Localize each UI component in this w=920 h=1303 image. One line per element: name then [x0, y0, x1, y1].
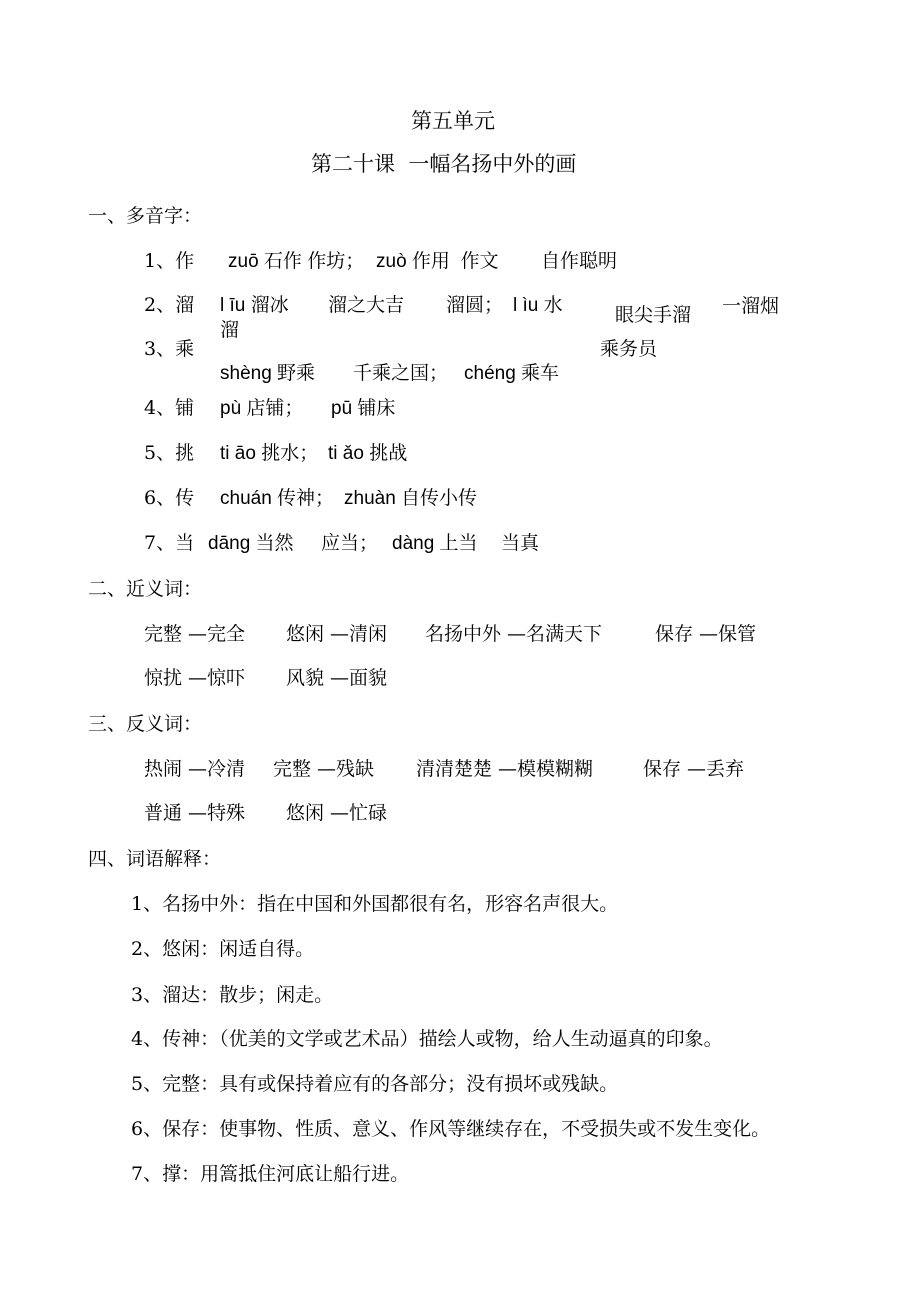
poly-row-3-d: chéng 乘车 [464, 363, 560, 384]
poly-row-5-num: 5、挑 [144, 442, 195, 464]
poly-row-7-b: 应当； [321, 532, 379, 554]
poly-row-3-a: 乘务员 [600, 338, 658, 360]
poly-row-7-a: dāng 当然 [208, 533, 294, 554]
synonym-pair: 保存 —保管 [655, 623, 757, 645]
poly-row-3-num: 3、乘 [144, 338, 195, 360]
poly-row-2-e: 眼尖手溜 [615, 304, 692, 326]
synonym-pair: 悠闲 —清闲 [286, 623, 388, 645]
poly-row-1-num: 1、作 [144, 250, 195, 272]
poly-row-6-num: 6、传 [144, 487, 195, 509]
poly-row-2-a: l īu 溜冰 [220, 295, 289, 316]
definition-item: 6、保存：使事物、性质、意义、作风等继续存在，不受损失或不发生变化。 [131, 1118, 771, 1140]
polyphonic-heading: 一、多音字： [88, 205, 203, 227]
poly-row-4-num: 4、铺 [144, 397, 195, 419]
definition-item: 7、撑：用篙抵住河底让船行进。 [131, 1163, 410, 1185]
poly-row-4-b: pū 铺床 [331, 398, 396, 419]
definition-item: 4、传神：（优美的文学或艺术品）描绘人或物，给人生动逼真的印象。 [131, 1028, 723, 1050]
poly-row-3-c: 千乘之国； [353, 362, 449, 384]
antonyms-heading: 三、反义词： [88, 713, 203, 735]
poly-row-2-b: 溜之大吉 [328, 294, 405, 316]
poly-row-2-num: 2、溜 [144, 294, 195, 316]
antonym-pair: 保存 —丢弃 [643, 758, 745, 780]
definitions-heading: 四、词语解释： [88, 848, 222, 870]
antonym-pair: 完整 —残缺 [273, 758, 375, 780]
poly-row-7-c: dàng 上当 [392, 533, 478, 554]
synonyms-heading: 二、近义词： [88, 578, 203, 600]
poly-row-1-a: zuō 石作 作坊； [228, 251, 365, 272]
poly-row-2-f: 一溜烟 [722, 295, 780, 317]
definition-item: 1、名扬中外：指在中国和外国都很有名，形容名声很大。 [131, 893, 619, 915]
synonym-pair: 完整 —完全 [144, 623, 246, 645]
poly-row-1-c: 自作聪明 [541, 250, 618, 272]
definition-item: 5、完整：具有或保持着应有的各部分；没有损坏或残缺。 [131, 1073, 619, 1095]
poly-row-7-d: 当真 [501, 532, 540, 554]
synonym-pair: 名扬中外 —名满天下 [425, 623, 603, 645]
definition-item: 2、悠闲：闲适自得。 [131, 938, 315, 960]
definition-item: 3、溜达：散步；闲走。 [131, 984, 334, 1006]
poly-row-4-a: pù 店铺； [220, 398, 304, 419]
antonym-pair: 热闹 —冷清 [144, 758, 246, 780]
unit-title: 第五单元 [411, 109, 495, 133]
poly-row-2-g: 溜 [220, 319, 240, 341]
poly-row-2-c: 溜圆； [446, 294, 504, 316]
antonym-pair: 普通 —特殊 [144, 802, 246, 824]
antonym-pair: 悠闲 —忙碌 [286, 802, 388, 824]
poly-row-3-b: shèng 野乘 [220, 363, 316, 384]
poly-row-6-a: chuán 传神； [220, 488, 335, 509]
poly-row-7-num: 7、当 [144, 532, 195, 554]
synonym-pair: 惊扰 —惊吓 [144, 667, 246, 689]
poly-row-5-a: ti āo 挑水； [220, 443, 319, 464]
poly-row-1-b: zuò 作用 作文 [376, 251, 499, 272]
poly-row-2-d: l ìu 水 [513, 295, 563, 316]
antonym-pair: 清清楚楚 —模模糊糊 [416, 758, 594, 780]
poly-row-5-b: ti ǎo 挑战 [328, 443, 408, 464]
lesson-title: 第二十课 一幅名扬中外的画 [311, 152, 577, 176]
synonym-pair: 风貌 —面貌 [286, 667, 388, 689]
poly-row-6-b: zhuàn 自传小传 [344, 488, 478, 509]
